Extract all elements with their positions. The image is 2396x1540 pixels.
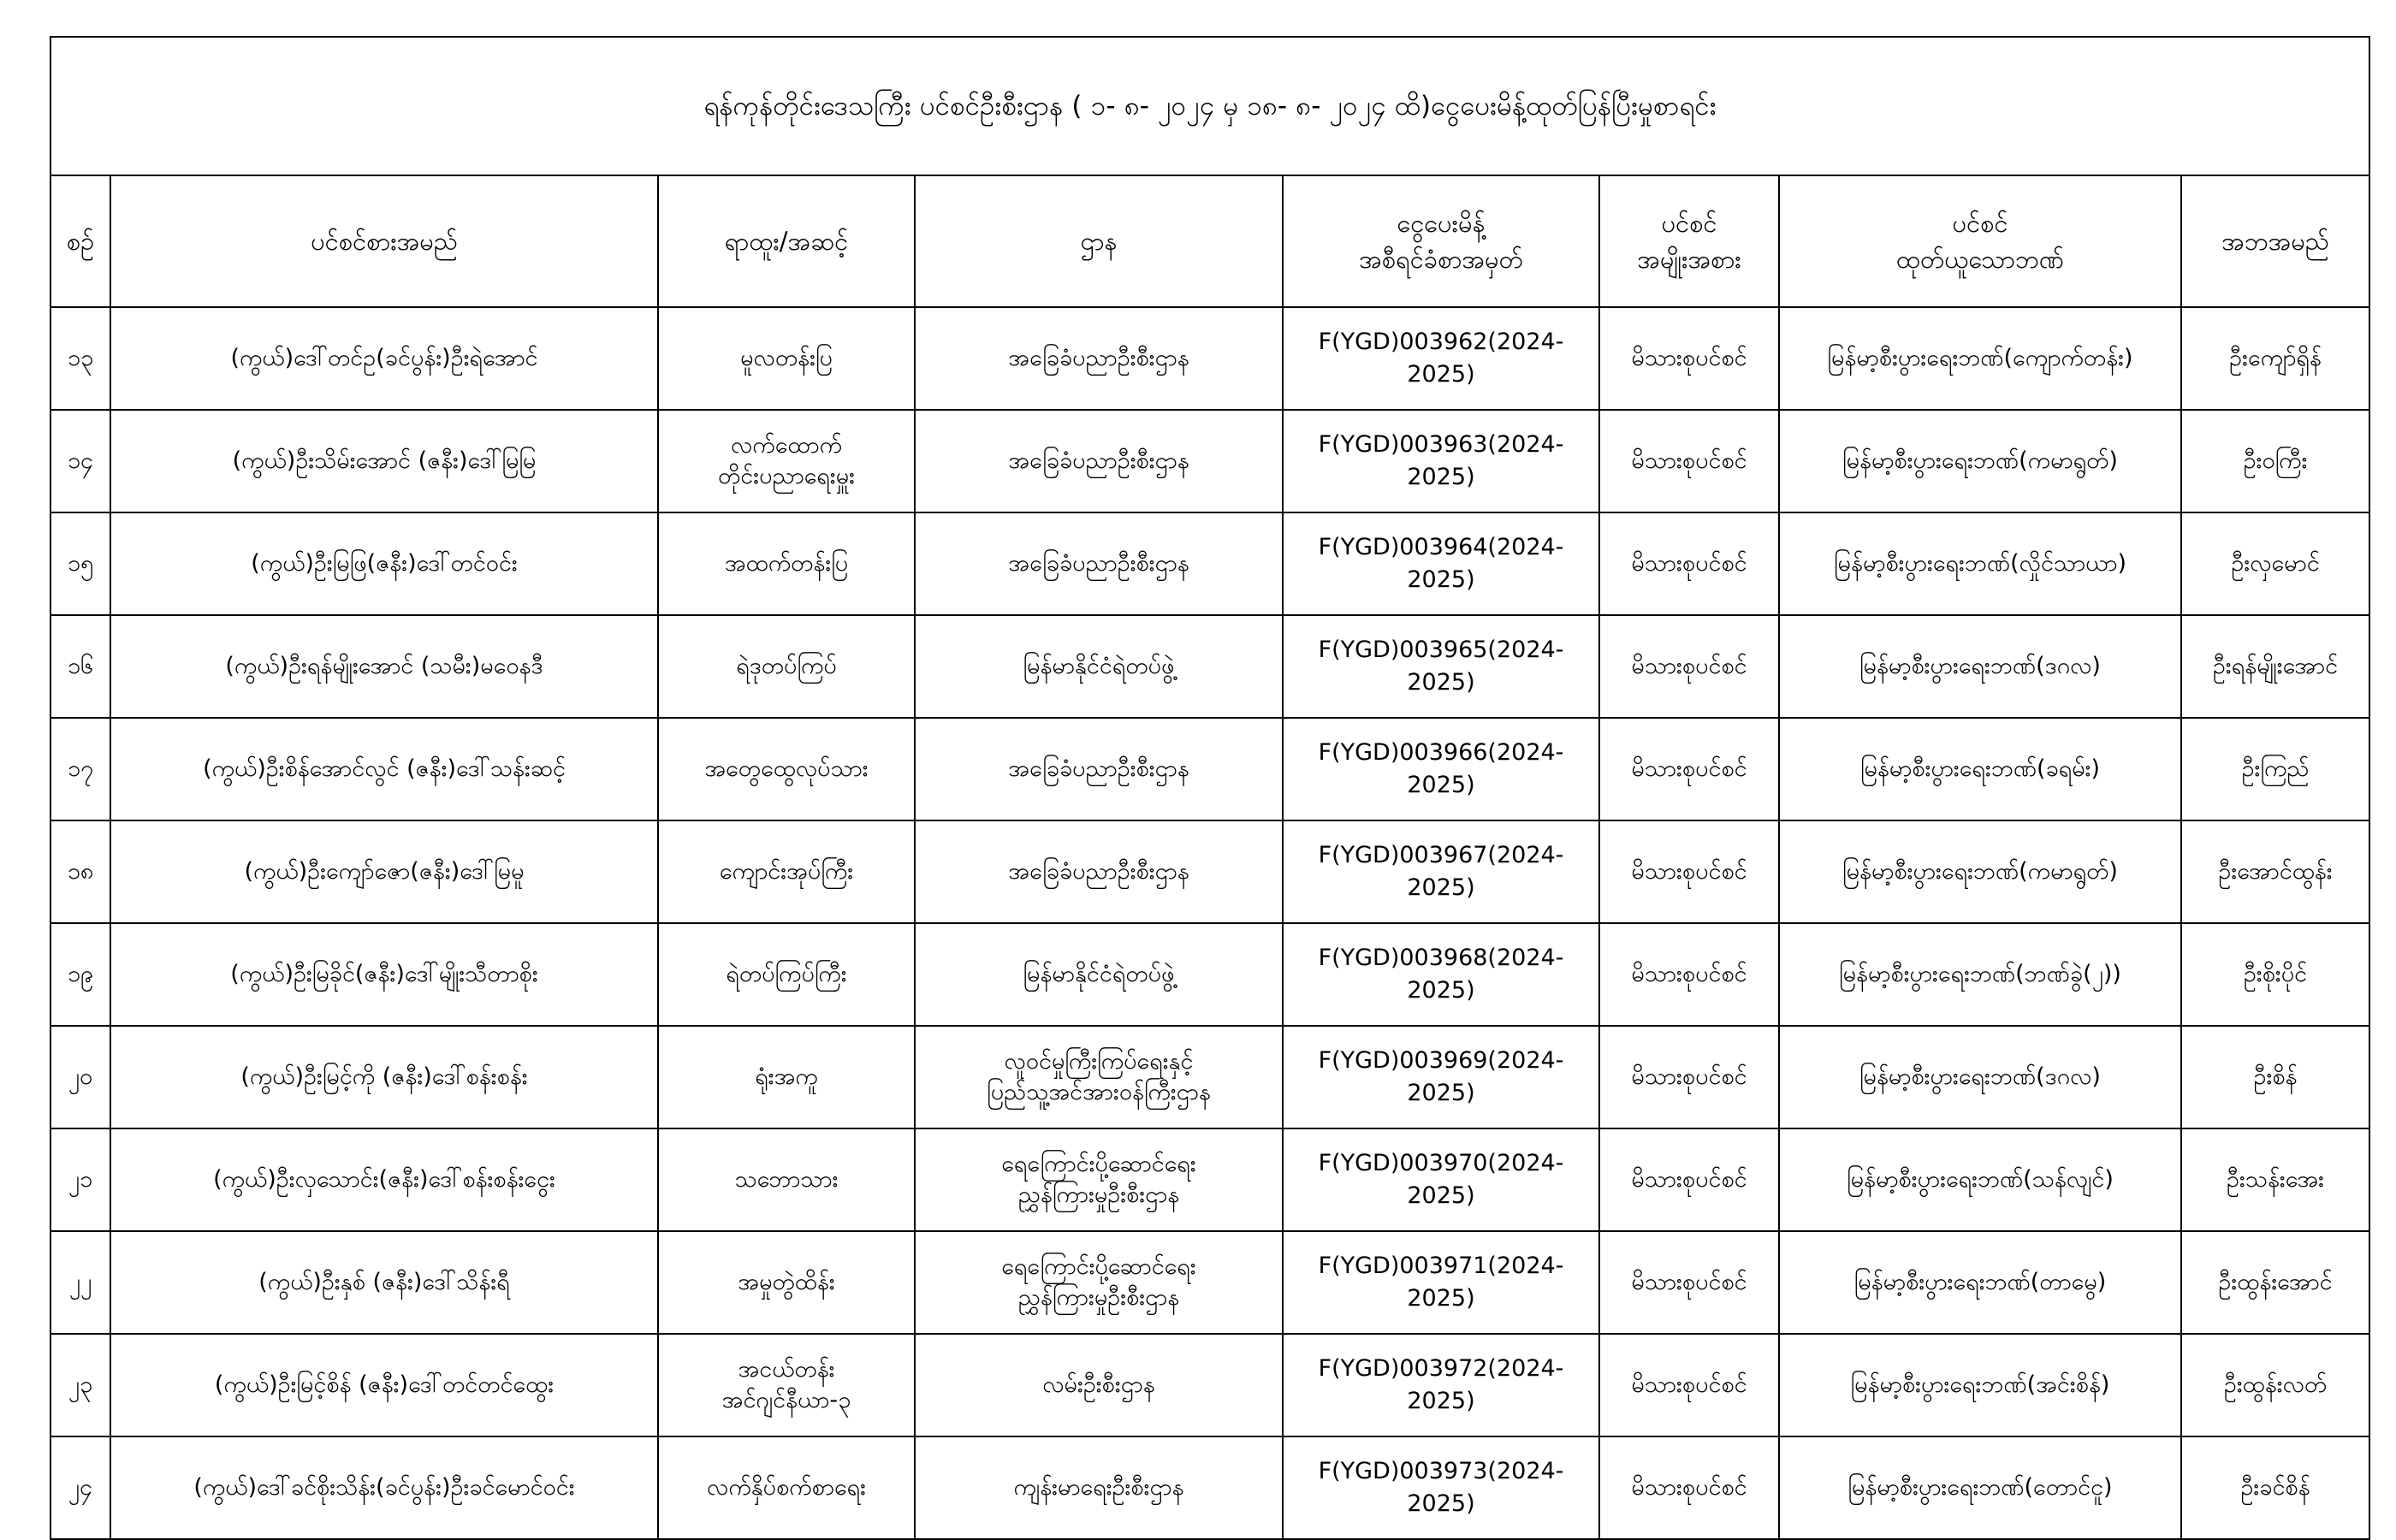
- header-no: စဉ်: [50, 175, 110, 307]
- cell-rank-line1: အငယ်တန်း: [738, 1355, 835, 1383]
- cell-father-name: ဦးသန်းအေး: [2181, 1128, 2369, 1231]
- cell-file-number: F(YGD)003962(2024-2025): [1283, 307, 1599, 410]
- cell-father-name: ဦးဝကြီး: [2181, 410, 2369, 512]
- table-row: [50, 512, 2369, 615]
- title-row: [50, 37, 2369, 175]
- table-row: [50, 1231, 2369, 1334]
- cell-no: ၂၂: [50, 1231, 110, 1334]
- header-department: ဌာန: [915, 175, 1283, 307]
- cell-no: ၁၄: [50, 410, 110, 512]
- cell-department-line2: ညွှန်ကြားမှုဦးစီးဌာန: [1017, 1284, 1180, 1311]
- cell-rank-line2: အင်ဂျင်နီယာ-၃: [721, 1387, 851, 1413]
- cell-bank: မြန်မာ့စီးပွားရေးဘဏ်(ဒဂလ): [1779, 615, 2181, 718]
- cell-pension-type: မိသားစုပင်စင်: [1599, 410, 1779, 512]
- table-row: [50, 820, 2369, 923]
- cell-pension-type: မိသားစုပင်စင်: [1599, 923, 1779, 1026]
- cell-rank-line2: တိုင်းပညာရေးမှူး: [717, 463, 856, 489]
- cell-bank: မြန်မာ့စီးပွားရေးဘဏ်(အင်းစိန်): [1779, 1334, 2181, 1436]
- table-row: [50, 1334, 2369, 1436]
- cell-pension-type: မိသားစုပင်စင်: [1599, 615, 1779, 718]
- cell-bank: မြန်မာ့စီးပွားရေးဘဏ်(ခရမ်း): [1779, 718, 2181, 820]
- header-file-number: [1283, 175, 1599, 307]
- cell-file-number: F(YGD)003972(2024-2025): [1283, 1334, 1599, 1436]
- cell-rank-line1: လက်ထောက်: [730, 431, 843, 459]
- cell-rank: အမှုတွဲထိန်း: [658, 1231, 915, 1334]
- cell-department: အခြေခံပညာဦးစီးဌာန: [915, 820, 1283, 923]
- cell-file-number: F(YGD)003967(2024-2025): [1283, 820, 1599, 923]
- table-row: [50, 1436, 2369, 1539]
- header-name: ပင်စင်စားအမည်: [110, 175, 658, 307]
- header-file-number-line1: ငွေပေးမိန့်: [1397, 208, 1486, 238]
- cell-no: ၁၅: [50, 512, 110, 615]
- document-title: ရန်ကုန်တိုင်းဒေသကြီး ပင်စင်ဦးစီးဌာန ( ၁- ၈- ၂၀၂၄ မှ ၁၈- ၈- ၂၀၂၄ ထိ)ငွေပေးမိန့်ထုတ်ပြန်ပြီးမှုစာရင်း: [50, 37, 2369, 175]
- cell-file-number: F(YGD)003965(2024-2025): [1283, 615, 1599, 718]
- header-pension-type: [1599, 175, 1779, 307]
- table-row: [50, 307, 2369, 410]
- cell-pension-type: မိသားစုပင်စင်: [1599, 1026, 1779, 1128]
- cell-file-number: F(YGD)003970(2024-2025): [1283, 1128, 1599, 1231]
- cell-name: (ကွယ်)ဦးမြခိုင်(ဇနီး)ဒေါ်မျိုးသီတာစိုး: [110, 923, 658, 1026]
- header-father-name: အဘအမည်: [2181, 175, 2369, 307]
- table-header: [50, 37, 2369, 307]
- cell-name: (ကွယ်)ဦးကျော်ဇော(ဇနီး)ဒေါ်မြမူ: [110, 820, 658, 923]
- cell-department: အခြေခံပညာဦးစီးဌာန: [915, 410, 1283, 512]
- cell-father-name: ဦးစိုးပိုင်: [2181, 923, 2369, 1026]
- table-row: [50, 718, 2369, 820]
- cell-department: [915, 1231, 1283, 1334]
- table-body: [50, 307, 2369, 1539]
- cell-name: (ကွယ်)ဦးမြင့်ကို (ဇနီး)ဒေါ်စန်းစန်း: [110, 1026, 658, 1128]
- cell-rank: ရဲဒုတပ်ကြပ်: [658, 615, 915, 718]
- cell-rank: ရုံးအကူ: [658, 1026, 915, 1128]
- cell-rank: [658, 410, 915, 512]
- cell-department-line2: ညွှန်ကြားမှုဦးစီးဌာန: [1017, 1182, 1180, 1208]
- cell-no: ၁၉: [50, 923, 110, 1026]
- cell-pension-type: မိသားစုပင်စင်: [1599, 1231, 1779, 1334]
- cell-no: ၂၁: [50, 1128, 110, 1231]
- cell-name: (ကွယ်)ဦးနှစ် (ဇနီး)ဒေါ်သိန်းရီ: [110, 1231, 658, 1334]
- cell-file-number: F(YGD)003963(2024-2025): [1283, 410, 1599, 512]
- cell-rank: လက်နှိပ်စက်စာရေး: [658, 1436, 915, 1539]
- cell-rank: ကျောင်းအုပ်ကြီး: [658, 820, 915, 923]
- column-header-row: [50, 175, 2369, 307]
- cell-father-name: ဦးရန်မျိုးအောင်: [2181, 615, 2369, 718]
- header-file-number-line2: အစီရင်ခံစာအမှတ်: [1359, 245, 1523, 274]
- cell-name: (ကွယ်)ဦးသိမ်းအောင် (ဇနီး)ဒေါ်မြမြ: [110, 410, 658, 512]
- cell-rank: [658, 1334, 915, 1436]
- cell-rank: အတွေထွေလုပ်သား: [658, 718, 915, 820]
- header-bank-line1: ပင်စင်: [1952, 208, 2008, 238]
- table-row: [50, 1026, 2369, 1128]
- cell-pension-type: မိသားစုပင်စင်: [1599, 1128, 1779, 1231]
- header-pension-type-line2: အမျိုးအစား: [1637, 245, 1741, 274]
- cell-name: (ကွယ်)ဦးစိန်အောင်လွင် (ဇနီး)ဒေါ်သန်းဆင့်: [110, 718, 658, 820]
- cell-name: (ကွယ်)ဒေါ်ခင်စိုးသိန်း(ခင်ပွန်း)ဦးခင်မောင်ဝင်း: [110, 1436, 658, 1539]
- table-row: [50, 1128, 2369, 1231]
- cell-department-line1: ရေကြောင်းပို့ဆောင်ရေး: [1001, 1253, 1196, 1280]
- cell-bank: မြန်မာ့စီးပွားရေးဘဏ်(တောင်ငူ): [1779, 1436, 2181, 1539]
- cell-department: [915, 1026, 1283, 1128]
- cell-department: [915, 1128, 1283, 1231]
- cell-father-name: ဦးလှမောင်: [2181, 512, 2369, 615]
- cell-pension-type: မိသားစုပင်စင်: [1599, 718, 1779, 820]
- cell-father-name: ဦးထွန်းအောင်: [2181, 1231, 2369, 1334]
- cell-rank: ရဲတပ်ကြပ်ကြီး: [658, 923, 915, 1026]
- cell-name: (ကွယ်)ဦးမြဖြ(ဇနီး)ဒေါ်တင်ဝင်း: [110, 512, 658, 615]
- cell-pension-type: မိသားစုပင်စင်: [1599, 1436, 1779, 1539]
- cell-bank: မြန်မာ့စီးပွားရေးဘဏ်(ကျောက်တန်း): [1779, 307, 2181, 410]
- header-rank: ရာထူး/အဆင့်: [658, 175, 915, 307]
- cell-pension-type: မိသားစုပင်စင်: [1599, 512, 1779, 615]
- cell-department: ကျန်းမာရေးဦးစီးဌာန: [915, 1436, 1283, 1539]
- header-pension-type-line1: ပင်စင်: [1661, 208, 1717, 238]
- cell-father-name: ဦးကျော်ရှိန်: [2181, 307, 2369, 410]
- cell-file-number: F(YGD)003964(2024-2025): [1283, 512, 1599, 615]
- table-row: [50, 410, 2369, 512]
- cell-file-number: F(YGD)003971(2024-2025): [1283, 1231, 1599, 1334]
- cell-no: ၂၀: [50, 1026, 110, 1128]
- cell-pension-type: မိသားစုပင်စင်: [1599, 307, 1779, 410]
- cell-name: (ကွယ်)ဒေါ်တင်ဥ(ခင်ပွန်း)ဦးရဲအောင်: [110, 307, 658, 410]
- cell-department-line2: ပြည်သူ့အင်အားဝန်ကြီးဌာန: [987, 1079, 1211, 1105]
- cell-department: အခြေခံပညာဦးစီးဌာန: [915, 307, 1283, 410]
- cell-department: လမ်းဦးစီးဌာန: [915, 1334, 1283, 1436]
- cell-file-number: F(YGD)003966(2024-2025): [1283, 718, 1599, 820]
- cell-file-number: F(YGD)003973(2024-2025): [1283, 1436, 1599, 1539]
- cell-bank: မြန်မာ့စီးပွားရေးဘဏ်(တာမွေ): [1779, 1231, 2181, 1334]
- cell-bank: မြန်မာ့စီးပွားရေးဘဏ်(ကမာရွတ်): [1779, 410, 2181, 512]
- cell-father-name: ဦးအောင်ထွန်း: [2181, 820, 2369, 923]
- cell-rank: အထက်တန်းပြ: [658, 512, 915, 615]
- cell-name: (ကွယ်)ဦးမြင့်စိန် (ဇနီး)ဒေါ်တင်တင်ထွေး: [110, 1334, 658, 1436]
- cell-no: ၁၇: [50, 718, 110, 820]
- cell-father-name: ဦးကြည်: [2181, 718, 2369, 820]
- cell-father-name: ဦးခင်စိန်: [2181, 1436, 2369, 1539]
- cell-bank: မြန်မာ့စီးပွားရေးဘဏ်(ဘဏ်ခွဲ(၂)): [1779, 923, 2181, 1026]
- cell-no: ၁၈: [50, 820, 110, 923]
- cell-bank: မြန်မာ့စီးပွားရေးဘဏ်(ကမာရွတ်): [1779, 820, 2181, 923]
- cell-department: အခြေခံပညာဦးစီးဌာန: [915, 718, 1283, 820]
- cell-no: ၁၆: [50, 615, 110, 718]
- cell-department-line1: လူဝင်မှုကြီးကြပ်ရေးနှင့်: [1004, 1047, 1194, 1075]
- cell-father-name: ဦးထွန်းလတ်: [2181, 1334, 2369, 1436]
- cell-department: မြန်မာနိုင်ငံရဲတပ်ဖွဲ့: [915, 615, 1283, 718]
- header-bank-line2: ထုတ်ယူသောဘဏ်: [1895, 245, 2065, 274]
- cell-bank: မြန်မာ့စီးပွားရေးဘဏ်(လှိုင်သာယာ): [1779, 512, 2181, 615]
- cell-file-number: F(YGD)003968(2024-2025): [1283, 923, 1599, 1026]
- cell-pension-type: မိသားစုပင်စင်: [1599, 1334, 1779, 1436]
- cell-rank: မူလတန်းပြ: [658, 307, 915, 410]
- cell-no: ၂၃: [50, 1334, 110, 1436]
- cell-department-line1: ရေကြောင်းပို့ဆောင်ရေး: [1001, 1150, 1196, 1177]
- cell-department: မြန်မာနိုင်ငံရဲတပ်ဖွဲ့: [915, 923, 1283, 1026]
- cell-no: ၂၄: [50, 1436, 110, 1539]
- cell-file-number: F(YGD)003969(2024-2025): [1283, 1026, 1599, 1128]
- header-bank: [1779, 175, 2181, 307]
- cell-no: ၁၃: [50, 307, 110, 410]
- pension-payment-table: [50, 36, 2370, 1540]
- cell-department: အခြေခံပညာဦးစီးဌာန: [915, 512, 1283, 615]
- cell-father-name: ဦးစိန်: [2181, 1026, 2369, 1128]
- cell-rank: သဘောသား: [658, 1128, 915, 1231]
- table-row: [50, 923, 2369, 1026]
- cell-pension-type: မိသားစုပင်စင်: [1599, 820, 1779, 923]
- cell-bank: မြန်မာ့စီးပွားရေးဘဏ်(ဒဂလ): [1779, 1026, 2181, 1128]
- cell-name: (ကွယ်)ဦးရန်မျိုးအောင် (သမီး)မဝေနဒီ: [110, 615, 658, 718]
- cell-name: (ကွယ်)ဦးလှသောင်း(ဇနီး)ဒေါ်စန်းစန်းငွေး: [110, 1128, 658, 1231]
- cell-bank: မြန်မာ့စီးပွားရေးဘဏ်(သန်လျင်): [1779, 1128, 2181, 1231]
- table-row: [50, 615, 2369, 718]
